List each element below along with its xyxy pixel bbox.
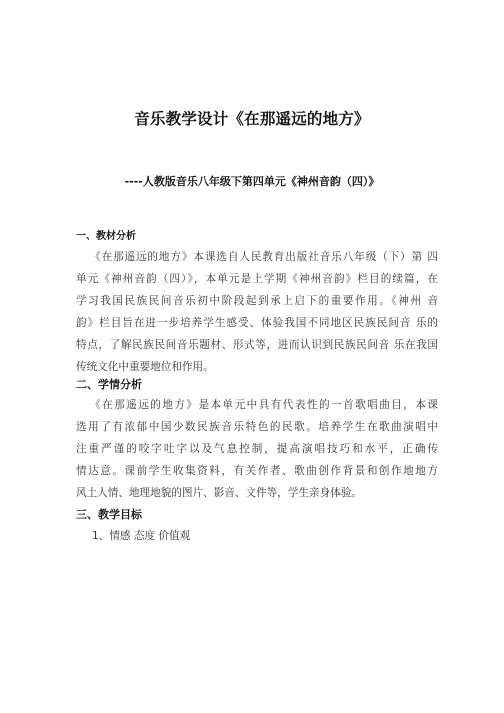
paragraph-line: 选用了有浓郁中国少数民族音乐特色的民歌。培养学生在歌曲演唱中	[76, 421, 438, 433]
document-title: 音乐教学设计《在那遥远的地方》	[134, 110, 370, 128]
paragraph-line: 注重严谨的咬字吐字以及气息控制，提高演唱技巧和水平，正确传	[76, 443, 438, 455]
section-paragraph-textbook-analysis	[76, 246, 438, 378]
section-heading-textbook-analysis: 一、教材分析	[76, 231, 136, 242]
section-heading-student-analysis: 二、学情分析	[76, 378, 142, 391]
paragraph-line: 风土人情、地理地貌的图片、影音、文件等，学生亲身体验。	[76, 487, 363, 499]
paragraph-line: 《在那遥远的地方》是本单元中具有代表性的一首歌唱曲目，本课	[90, 399, 438, 411]
paragraph-line: 学习我国民族民间音乐初中阶段起到承上启下的重要作用。《神州 音	[76, 295, 438, 307]
section-paragraph-student-analysis	[76, 394, 438, 504]
paragraph-line: 传统文化中重要地位和作用。	[76, 361, 214, 373]
paragraph-line: 特点，了解民族民间音乐题材、形式等，进而认识到民族民间音 乐在我国	[76, 339, 438, 351]
paragraph-line: 情达意。课前学生收集资料，有关作者、歌曲创作背景和创作地地方	[76, 465, 438, 477]
goal-item: 1、情感 态度 价值观	[92, 530, 191, 542]
paragraph-line: 单元《神州音韵（四）》，本单元是上学期《神州音韵》栏目的续篇，在	[76, 273, 438, 285]
document-subtitle: ----人教版音乐八年级下第四单元《神州音韵（四）》	[124, 175, 380, 188]
paragraph-line: 《在那遥远的地方》本课选自人民教育出版社音乐八年级（下）第 四	[90, 251, 438, 263]
section-heading-teaching-goals: 三、教学目标	[76, 508, 142, 521]
paragraph-line: 韵》栏目旨在进一步培养学生感受、体验我国不同地区民族民间音 乐的	[76, 317, 438, 329]
